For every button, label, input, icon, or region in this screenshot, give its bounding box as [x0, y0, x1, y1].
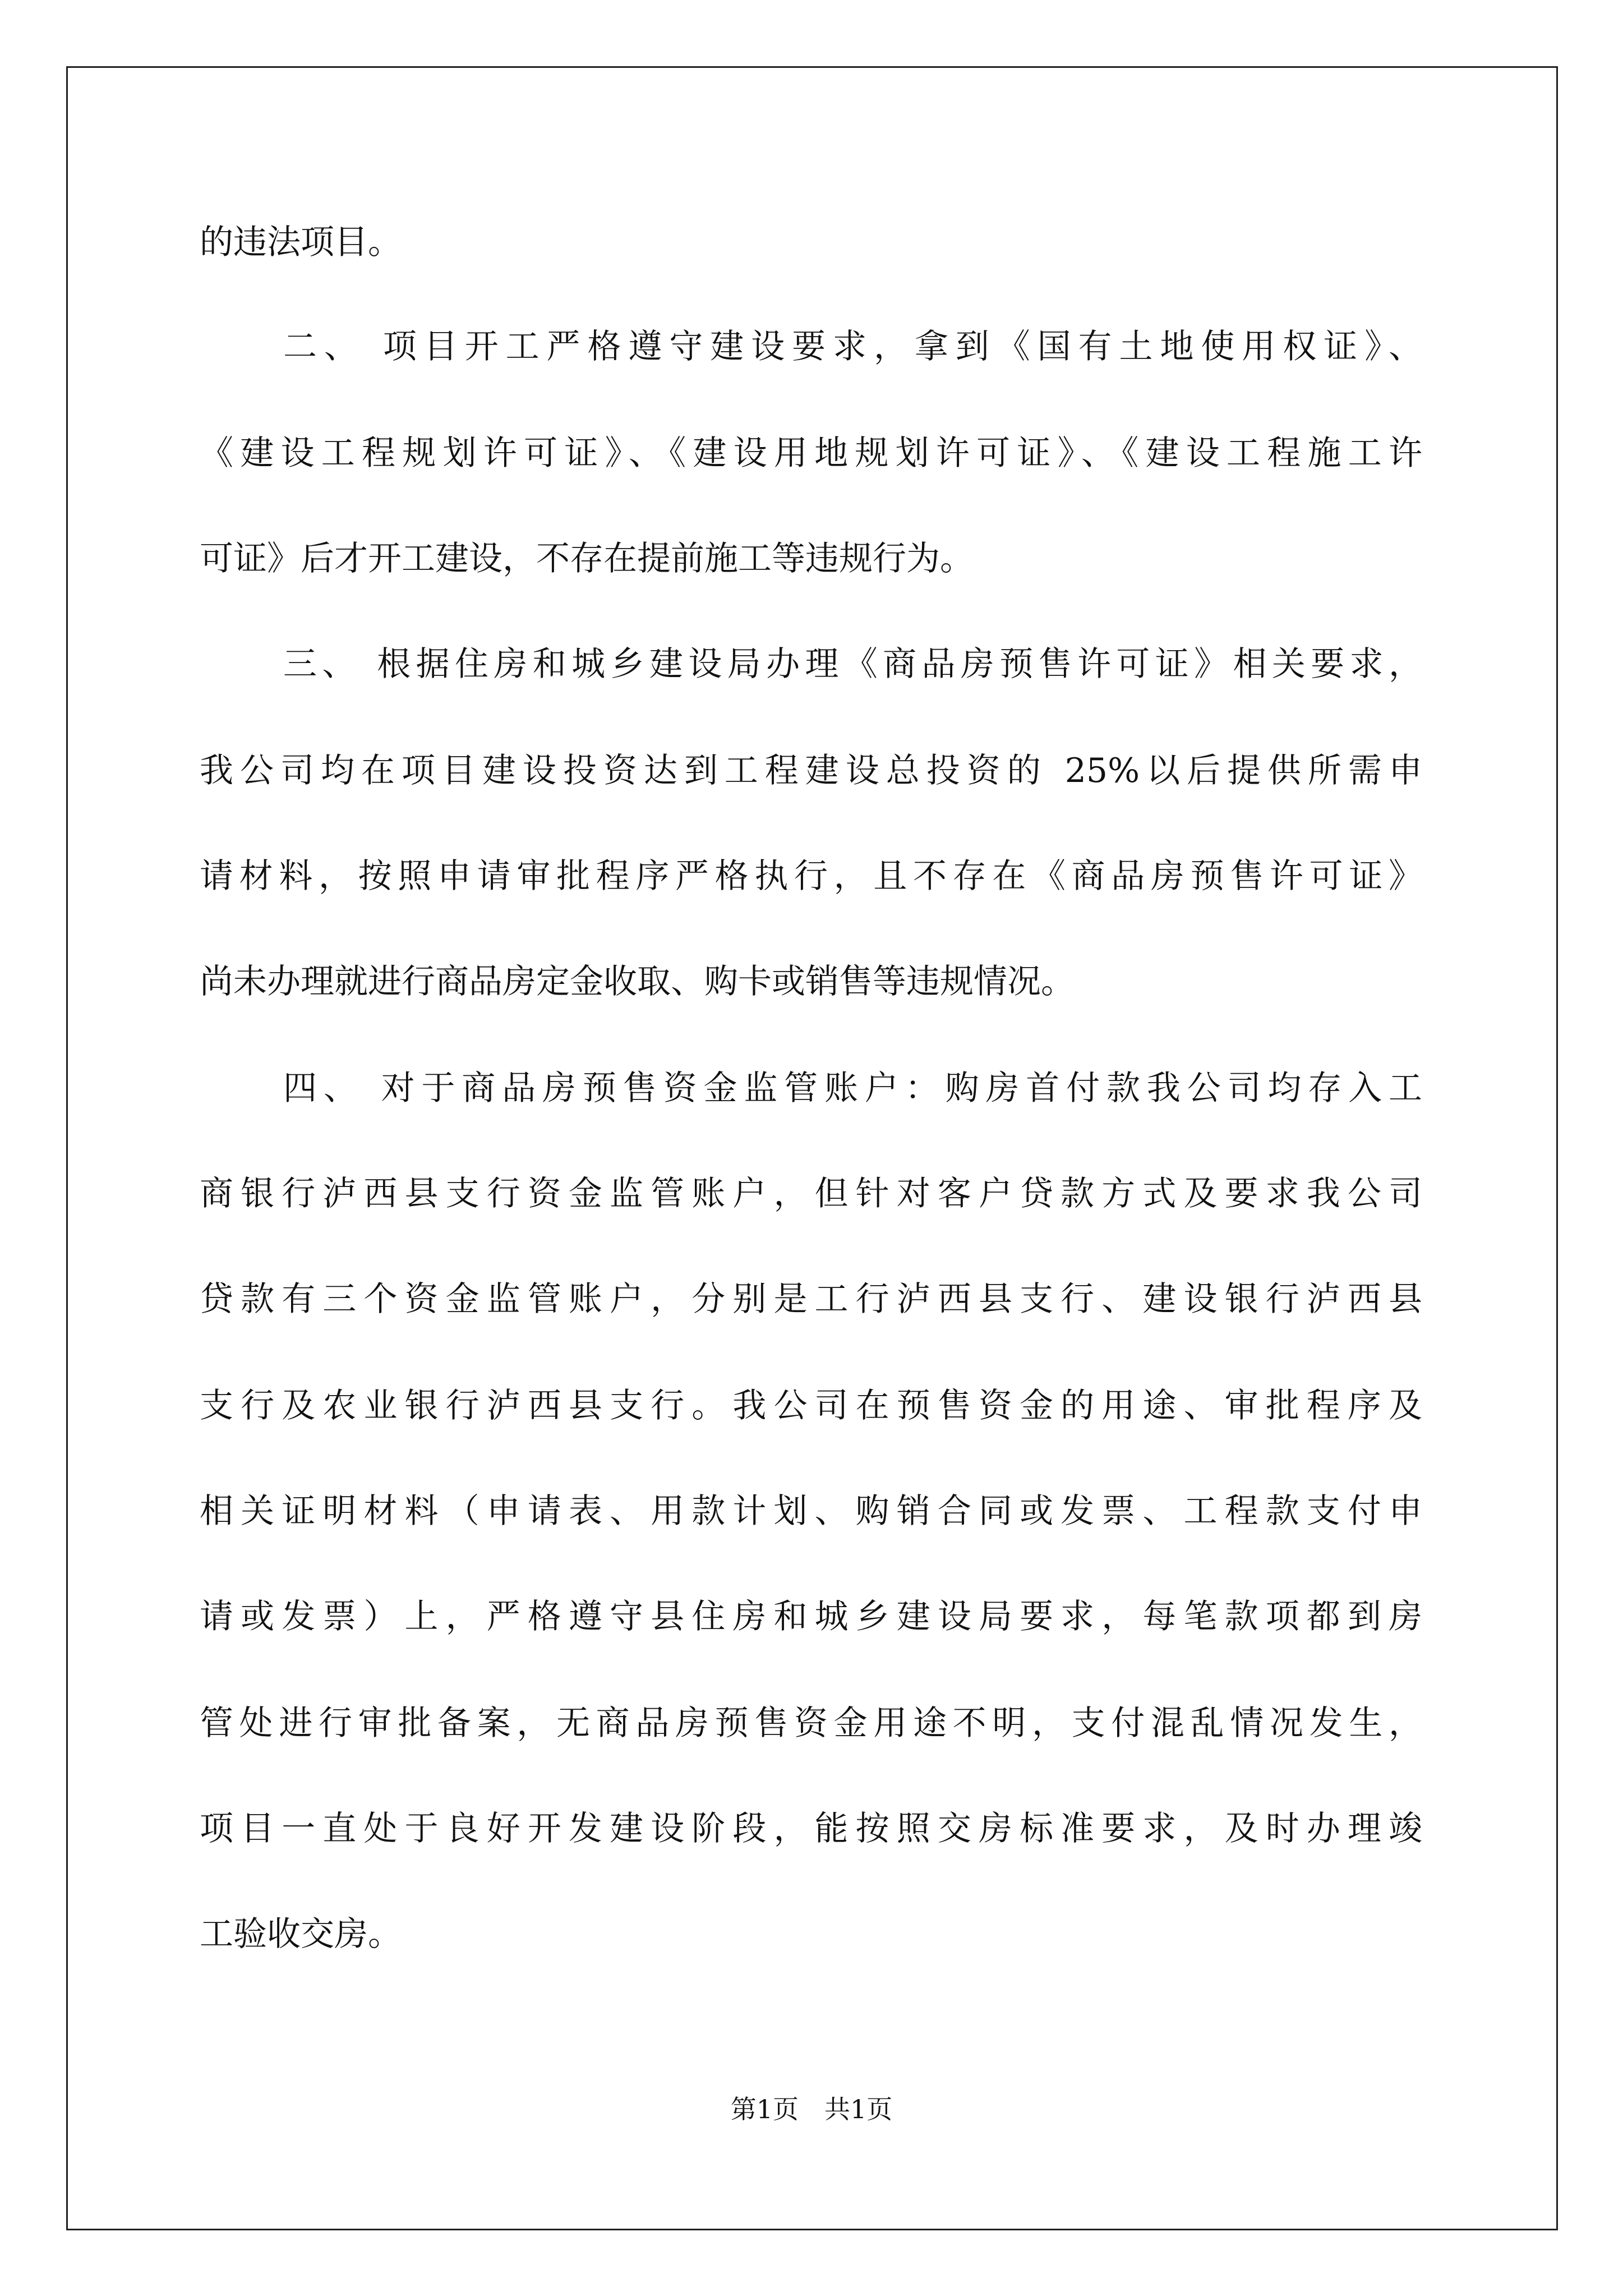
- section-4-line-8: 项目一直处于良好开发建设阶段，能按照交房标准要求，及时办理竣: [200, 1809, 1422, 1848]
- section-2-line-2: 《建设工程规划许可证》、《建设用地规划许可证》、《建设工程施工许: [200, 434, 1422, 473]
- section-4-line-4: 支行及农业银行泸西县支行。我公司在预售资金的用途、审批程序及: [200, 1386, 1422, 1425]
- section-4-line-6: 请或发票）上，严格遵守县住房和城乡建设局要求，每笔款项都到房: [200, 1597, 1422, 1636]
- section-3-line-2: 我公司均在项目建设投资达到工程建设总投资的 25%以后提供所需申: [200, 751, 1422, 790]
- section-2-line-1: 二、 项目开工严格遵守建设要求，拿到《国有土地使用权证》、: [283, 327, 1422, 366]
- section-4-line-2: 商银行泸西县支行资金监管账户，但针对客户贷款方式及要求我公司: [200, 1174, 1422, 1213]
- section-3-line-1: 三、 根据住房和城乡建设局办理《商品房预售许可证》相关要求，: [283, 645, 1422, 684]
- section-4-line-3: 贷款有三个资金监管账户，分别是工行泸西县支行、建设银行泸西县: [200, 1280, 1422, 1319]
- section-4-line-5: 相关证明材料（申请表、用款计划、购销合同或发票、工程款支付申: [200, 1492, 1422, 1531]
- section-4-line-7: 管处进行审批备案，无商品房预售资金用途不明，支付混乱情况发生，: [200, 1704, 1422, 1743]
- section-4-line-1: 四、 对于商品房预售资金监管账户：购房首付款我公司均存入工: [283, 1069, 1422, 1108]
- section-4-line-9: 工验收交房。: [200, 1915, 402, 1954]
- section-2-line-3: 可证》后才开工建设，不存在提前施工等违规行为。: [200, 539, 974, 578]
- section-3-line-3: 请材料，按照申请审批程序严格执行，且不存在《商品房预售许可证》: [200, 857, 1422, 896]
- page-border: [66, 66, 1558, 2230]
- section-3-line-4: 尚未办理就进行商品房定金收取、购卡或销售等违规情况。: [200, 962, 1075, 1001]
- body-line-1: 的违法项目。: [200, 223, 402, 262]
- page-footer: 第1页 共1页: [730, 2094, 893, 2124]
